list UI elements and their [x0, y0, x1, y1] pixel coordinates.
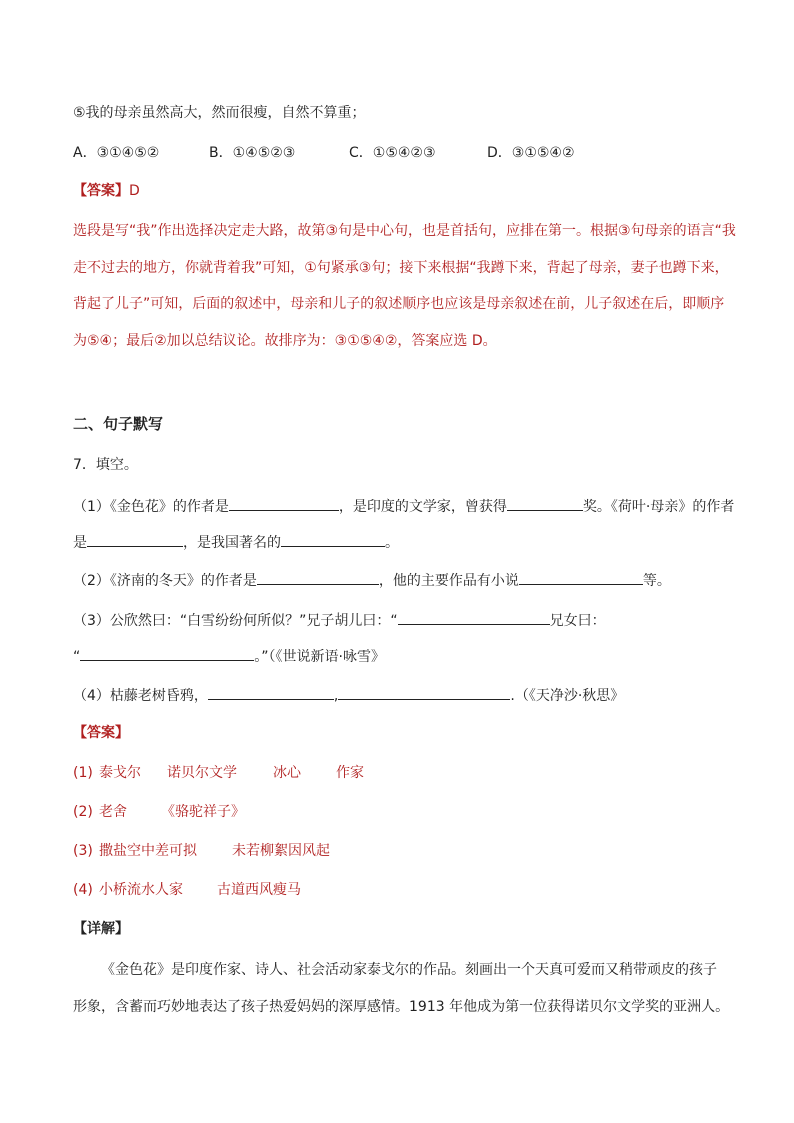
blank-field [229, 495, 339, 511]
prompt-text: ，是印度的文学家，曾获得 [338, 499, 507, 515]
blank-field [338, 684, 510, 700]
prompt-text: 。”（《世说新语·咏雪》 [254, 649, 385, 665]
prompt-text: （3）公欣然曰：“白雪纷纷何所似？”兄子胡儿曰：“ [73, 613, 398, 629]
answer-row [73, 181, 140, 201]
prompt-text: “ [73, 649, 81, 665]
blank-field [208, 684, 334, 700]
prompt-text: ，他的主要作品有小说 [378, 573, 519, 589]
prompt-text: 奖。《荷叶·母亲》的作者 [582, 499, 735, 515]
option-a: A．③①④⑤② [73, 145, 160, 161]
prompt-text: （1）《金色花》的作者是 [73, 499, 229, 515]
answer-number: (4) [73, 882, 93, 898]
blank-field [87, 531, 183, 547]
answer-item: 撒盐空中差可拟 [99, 843, 197, 859]
answer-item: 老舍 [99, 804, 127, 820]
prompt-text: （4）枯藤老树昏鸦， [73, 688, 208, 704]
answer-line-3 [73, 841, 330, 861]
answer-number: (1) [73, 765, 93, 781]
fill-line-6 [73, 684, 624, 706]
answer-line-1 [73, 763, 364, 783]
prompt-text: 兄女曰： [549, 613, 606, 629]
option-c: C．①⑤④②③ [349, 145, 436, 161]
blank-field [257, 569, 379, 585]
question-item-5: ⑤我的母亲虽然高大，然而很瘦，自然不算重； [73, 105, 366, 121]
prompt-text: , [333, 688, 339, 704]
option-d: D．③①⑤④② [487, 145, 575, 161]
prompt-text: 等。 [642, 573, 671, 589]
prompt-text: 。 [385, 535, 399, 551]
explanation-line: 背起了儿子”可知，后面的叙述中，母亲和儿子的叙述顺序也应该是母亲叙述在前，儿子叙述在后，即顺序 [73, 296, 725, 312]
answer-number: (2) [73, 804, 93, 820]
answer-number: (3) [73, 843, 93, 859]
answer-item: 泰戈尔 [99, 765, 141, 781]
answer-label: 【答案】 [73, 183, 129, 199]
answer-line-4 [73, 880, 301, 900]
answer-item: 小桥流水人家 [99, 882, 183, 898]
answer-item: 未若柳絮因风起 [232, 843, 330, 859]
blank-field [519, 569, 643, 585]
question-number: 7．填空。 [73, 457, 138, 473]
answer-item: 诺贝尔文学 [167, 765, 237, 781]
explanation-line: 为⑤④；最后②加以总结议论。故排序为：③①⑤④②，答案应选 D。 [73, 333, 497, 349]
blank-field [507, 495, 583, 511]
prompt-text: ，是我国著名的 [183, 535, 281, 551]
answer-item: 古道西风瘦马 [217, 882, 301, 898]
fill-line-1 [73, 495, 734, 517]
fill-line-5 [73, 645, 385, 667]
answer-value: D [129, 183, 140, 199]
prompt-text: 是 [73, 535, 87, 551]
detail-label: 【详解】 [73, 921, 129, 937]
fill-line-4 [73, 609, 606, 631]
blank-field [398, 609, 550, 625]
options-row [73, 143, 575, 163]
option-b: B．①④⑤②③ [209, 145, 296, 161]
fill-line-3 [73, 569, 671, 591]
answer-label: 【答案】 [73, 725, 129, 741]
answer-item: 作家 [336, 765, 364, 781]
fill-line-2 [73, 531, 399, 553]
answer-line-2 [73, 802, 245, 822]
blank-field [281, 531, 385, 547]
blank-field [80, 645, 254, 661]
detail-line: 《金色花》是印度作家、诗人、社会活动家泰戈尔的作品。刻画出一个天真可爱而又稍带顽皮的孩子 [101, 962, 717, 978]
prompt-text: .（《天净沙·秋思》 [510, 688, 625, 704]
detail-line: 形象，含蓄而巧妙地表达了孩子热爱妈妈的深厚感情。1913 年他成为第一位获得诺贝尔文学奖的亚洲人。 [73, 999, 730, 1015]
answer-item: 冰心 [273, 765, 301, 781]
explanation-line: 走不过去的地方，你就背着我”可知，①句紧承③句；接下来根据“我蹲下来，背起了母亲，妻子也蹲下来， [73, 260, 729, 276]
prompt-text: （2）《济南的冬天》的作者是 [73, 573, 257, 589]
answer-item: 《骆驼祥子》 [161, 804, 245, 820]
explanation-line: 选段是写“我”作出选择决定走大路，故第③句是中心句，也是首括句，应排在第一。根据③句母亲的语言“我 [73, 223, 736, 239]
section-heading: 二、句子默写 [73, 415, 164, 433]
